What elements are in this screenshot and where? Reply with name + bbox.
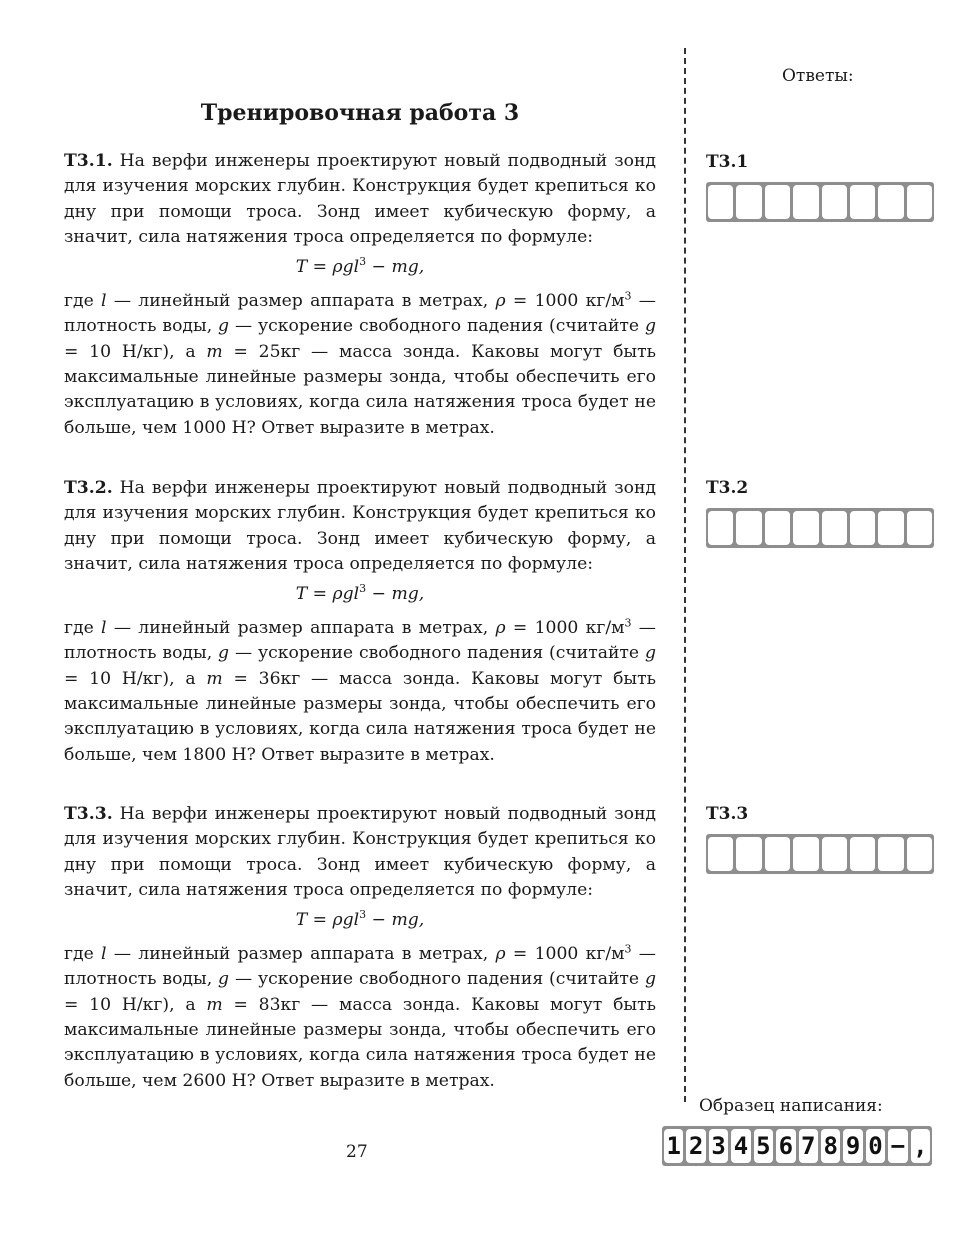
answer-cell[interactable] (765, 511, 790, 545)
rho-desc: — плотность воды, (64, 944, 656, 990)
formula-exp: 3 (359, 582, 367, 596)
g-var-2: g (644, 969, 656, 990)
sample-char: 5 (754, 1129, 773, 1163)
formula (64, 581, 656, 607)
rho-val: = 1000 кг/м (505, 618, 625, 639)
l-desc: — линейный размер аппарата в метрах, (106, 291, 496, 312)
sample-char: 2 (686, 1129, 705, 1163)
l-desc: — линейный размер аппарата в метрах, (106, 618, 496, 639)
sample-char: 4 (731, 1129, 750, 1163)
m-val: = 36кг (222, 668, 301, 689)
rho-exp: 3 (624, 942, 632, 956)
answer-cell[interactable] (878, 511, 903, 545)
g-desc: — ускорение свободного падения (считайте (229, 969, 645, 990)
sample-char: 9 (843, 1129, 862, 1163)
page-title: Тренировочная работа 3 (200, 100, 520, 126)
formula-rhs: − mg, (366, 910, 425, 931)
formula-exp: 3 (359, 908, 367, 922)
formula (64, 254, 656, 280)
answer-label-t3-3: T3.3 (706, 804, 749, 824)
answer-box-t3-1[interactable] (706, 182, 934, 222)
sample-char: 0 (866, 1129, 885, 1163)
answer-cell[interactable] (793, 185, 818, 219)
rho-val: = 1000 кг/м (505, 291, 625, 312)
rho-exp: 3 (624, 289, 632, 303)
m-var: m (206, 668, 223, 689)
rho-var: ρ (495, 618, 506, 639)
answer-label-t3-1: T3.1 (706, 152, 749, 172)
answer-cell[interactable] (765, 185, 790, 219)
problem-tail: — масса зонда. Каковы могут быть максимальные линейные размеры зонда, чтобы обеспечить его эксплуатацию в условиях, когда сила натяжения троса будет не больше, чем 1800 Н? Ответ выразите в метрах. (64, 668, 656, 765)
sample-char: 8 (821, 1129, 840, 1163)
g-val: = 10 Н/кг), а (64, 994, 207, 1015)
rho-desc: — плотность воды, (64, 618, 656, 664)
answer-cell[interactable] (907, 185, 932, 219)
formula-lhs: T = ρgl (295, 584, 360, 605)
formula-lhs: T = ρgl (295, 910, 360, 931)
problem-intro: На верфи инженеры проектируют новый подводный зонд для изучения морских глубин. Конструкция будет крепиться ко дну при помощи троса. Зонд имеет кубическую форму, а значит, сила натяжения троса определяется по формуле: (64, 478, 656, 574)
g-var: g (218, 969, 230, 990)
sample-char: 7 (799, 1129, 818, 1163)
answer-label-t3-2: T3.2 (706, 478, 749, 498)
g-desc: — ускорение свободного падения (считайте (229, 316, 645, 337)
rho-var: ρ (495, 291, 506, 312)
problem-t3-1 (64, 149, 656, 441)
answer-cell[interactable] (822, 511, 847, 545)
answer-cell[interactable] (765, 837, 790, 871)
where: где (64, 944, 102, 965)
problem-intro: На верфи инженеры проектируют новый подводный зонд для изучения морских глубин. Конструкция будет крепиться ко дну при помощи троса. Зонд имеет кубическую форму, а значит, сила натяжения троса определяется по формуле: (64, 151, 656, 247)
formula-exp: 3 (359, 255, 367, 269)
m-var: m (206, 341, 223, 362)
formula-rhs: − mg, (366, 584, 425, 605)
problem-id: T3.3. (64, 804, 113, 824)
where: где (64, 291, 102, 312)
g-var-2: g (644, 316, 656, 337)
sample-char: − (888, 1129, 907, 1163)
rho-var: ρ (495, 944, 506, 965)
answer-cell[interactable] (822, 185, 847, 219)
g-val: = 10 Н/кг), а (64, 668, 207, 689)
answers-header: Ответы: (782, 66, 854, 86)
answer-cell[interactable] (907, 837, 932, 871)
answer-cell[interactable] (708, 185, 733, 219)
l-var: l (101, 944, 107, 965)
answer-cell[interactable] (850, 511, 875, 545)
g-var-2: g (644, 643, 656, 664)
answer-cell[interactable] (850, 837, 875, 871)
answer-cell[interactable] (878, 837, 903, 871)
problem-tail: — масса зонда. Каковы могут быть максимальные линейные размеры зонда, чтобы обеспечить его эксплуатацию в условиях, когда сила натяжения троса будет не больше, чем 2600 Н? Ответ выразите в метрах. (64, 994, 656, 1091)
l-var: l (101, 618, 107, 639)
problem-intro: На верфи инженеры проектируют новый подводный зонд для изучения морских глубин. Конструкция будет крепиться ко дну при помощи троса. Зонд имеет кубическую форму, а значит, сила натяжения троса определяется по формуле: (64, 804, 656, 900)
formula-rhs: − mg, (366, 257, 425, 278)
g-val: = 10 Н/кг), а (64, 341, 207, 362)
problem-tail: — масса зонда. Каковы могут быть максимальные линейные размеры зонда, чтобы обеспечить его эксплуатацию в условиях, когда сила натяжения троса будет не больше, чем 1000 Н? Ответ выразите в метрах. (64, 341, 656, 438)
formula (64, 907, 656, 933)
answer-cell[interactable] (907, 511, 932, 545)
answer-cell[interactable] (793, 511, 818, 545)
g-desc: — ускорение свободного падения (считайте (229, 643, 645, 664)
answer-cell[interactable] (736, 185, 761, 219)
rho-desc: — плотность воды, (64, 291, 656, 337)
answer-cell[interactable] (708, 837, 733, 871)
g-var: g (218, 643, 230, 664)
answer-cell[interactable] (736, 511, 761, 545)
answer-box-t3-2[interactable] (706, 508, 934, 548)
sample-char: , (911, 1129, 930, 1163)
sample-char: 6 (776, 1129, 795, 1163)
answer-cell[interactable] (736, 837, 761, 871)
m-val: = 83кг (222, 994, 301, 1015)
rho-val: = 1000 кг/м (505, 944, 625, 965)
formula-lhs: T = ρgl (295, 257, 360, 278)
answer-cell[interactable] (850, 185, 875, 219)
l-var: l (101, 291, 107, 312)
answer-cell[interactable] (822, 837, 847, 871)
l-desc: — линейный размер аппарата в метрах, (106, 944, 496, 965)
problem-t3-2 (64, 476, 656, 768)
answer-cell[interactable] (793, 837, 818, 871)
sample-char: 3 (709, 1129, 728, 1163)
sample-char: 1 (664, 1129, 683, 1163)
g-var: g (218, 316, 230, 337)
answer-box-t3-3[interactable] (706, 834, 934, 874)
sample-label: Образец написания: (699, 1096, 883, 1116)
m-var: m (206, 994, 223, 1015)
problem-t3-3 (64, 802, 656, 1094)
page-number: 27 (346, 1142, 368, 1162)
m-val: = 25кг (222, 341, 301, 362)
answer-cell[interactable] (708, 511, 733, 545)
where: где (64, 618, 102, 639)
rho-exp: 3 (624, 616, 632, 630)
problem-id: T3.2. (64, 478, 113, 498)
problem-id: T3.1. (64, 151, 113, 171)
cut-line-divider (684, 48, 686, 1102)
sample-writing-box (662, 1126, 932, 1166)
answer-cell[interactable] (878, 185, 903, 219)
